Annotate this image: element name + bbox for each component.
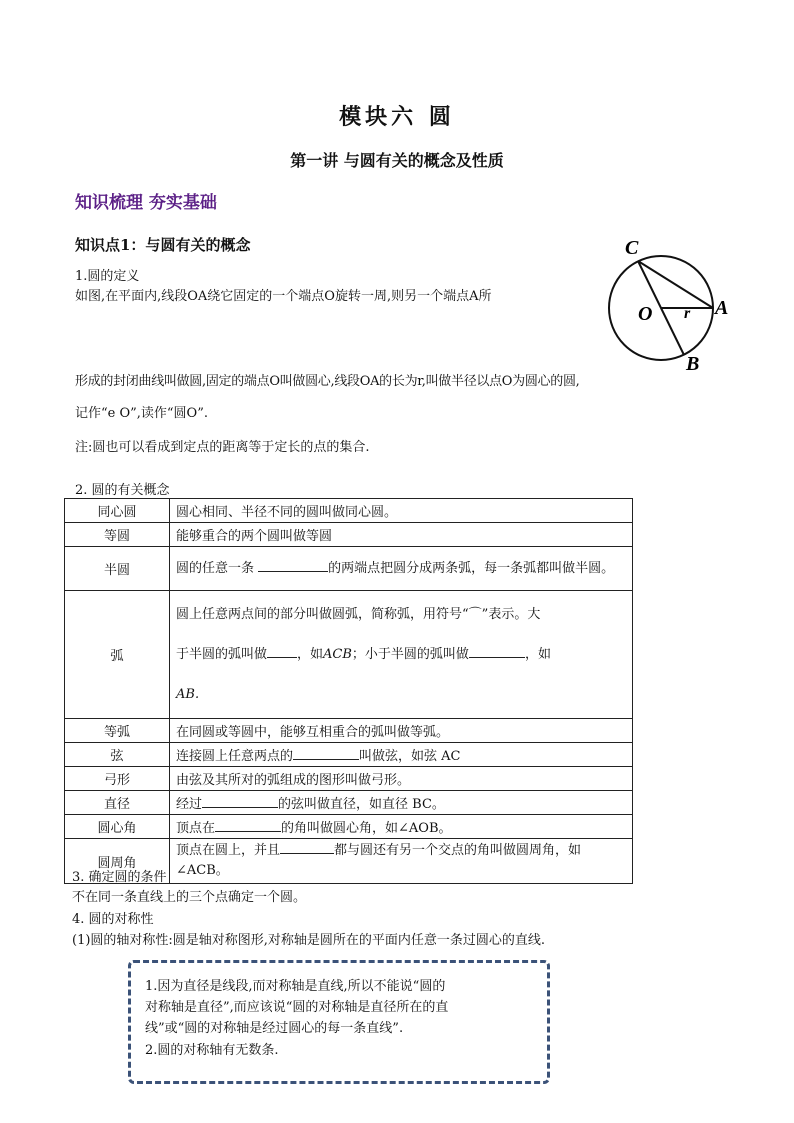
section-heading: 知识梳理 夯实基础 xyxy=(75,193,217,213)
knowledge-point-heading: 知识点1：与圆有关的概念 xyxy=(75,236,251,254)
definition-heading: 1.圆的定义 xyxy=(75,269,140,284)
page-title: 模块六 圆 xyxy=(339,104,455,130)
label-c: C xyxy=(625,237,639,259)
row-desc: 圆上任意两点间的部分叫做圆弧，简称弧，用符号“⌒”表示。大 于半圆的弧叫做 ，如ACB；小于半圆的弧叫做 ，如 AB. xyxy=(170,591,633,719)
tip-line-2: 对称轴是直径”,而应该说“圆的对称轴是直径所在的直 xyxy=(145,1000,449,1015)
row-name: 圆心角 xyxy=(65,815,170,839)
label-a: A xyxy=(715,297,729,319)
fill-blank xyxy=(469,645,525,658)
label-o: O xyxy=(638,303,653,325)
table-row xyxy=(65,791,633,815)
fill-blank xyxy=(280,841,334,854)
definition-note: 注:圆也可以看成到定点的距离等于定长的点的集合. xyxy=(75,440,370,455)
table-row xyxy=(65,767,633,791)
table-row xyxy=(65,719,633,743)
row-name: 弓形 xyxy=(65,767,170,791)
lecture-title: 第一讲 与圆有关的概念及性质 xyxy=(290,151,504,170)
row-name: 弧 xyxy=(65,591,170,719)
tip-box xyxy=(128,960,550,1084)
row-desc: 顶点在 的角叫做圆心角，如∠AOB。 xyxy=(170,815,633,839)
circle-figure xyxy=(600,232,740,372)
arc-symbol: ⌒ xyxy=(468,606,482,622)
table-row xyxy=(65,743,633,767)
row-name: 弦 xyxy=(65,743,170,767)
table-row xyxy=(65,815,633,839)
table-row xyxy=(65,591,633,719)
arc-ab: AB. xyxy=(176,686,200,702)
tip-line-1: 1.因为直径是线段,而对称轴是直线,所以不能说“圆的 xyxy=(145,979,446,994)
row-name: 同心圆 xyxy=(65,499,170,523)
label-b: B xyxy=(686,353,700,372)
row-desc: 连接圆上任意两点的 叫做弦，如弦 AC xyxy=(170,743,633,767)
row-desc: 圆的任意一条 的两端点把圆分成两条弧，每一条弧都叫做半圆。 xyxy=(170,547,633,591)
row-desc: 在同圆或等圆中，能够互相重合的弧叫做等弧。 xyxy=(170,719,633,743)
concepts-heading: 2. 圆的有关概念 xyxy=(75,483,170,498)
fill-blank xyxy=(215,819,281,832)
definition-line-1: 如图,在平面内,线段OA绕它固定的一个端点O旋转一周,则另一个端点A所 xyxy=(75,289,492,304)
concepts-table xyxy=(64,498,633,884)
fill-blank xyxy=(267,645,297,658)
symmetry-text: (1)圆的轴对称性:圆是轴对称图形,对称轴是圆所在的平面内任意一条过圆心的直线. xyxy=(72,933,546,948)
row-name: 圆周角 xyxy=(65,839,170,884)
symmetry-heading: 4. 圆的对称性 xyxy=(72,912,154,927)
definition-line-2: 形成的封闭曲线叫做圆,固定的端点O叫做圆心,线段OA的长为r,叫做半径以点O为圆心的圆, xyxy=(75,374,580,389)
row-name: 等弧 xyxy=(65,719,170,743)
table-row xyxy=(65,499,633,523)
fill-blank xyxy=(293,747,359,760)
tip-line-4: 2.圆的对称轴有无数条. xyxy=(145,1043,279,1058)
table-row xyxy=(65,547,633,591)
condition-heading: 3. 确定圆的条件 xyxy=(72,870,167,885)
table-row xyxy=(65,523,633,547)
row-name: 半圆 xyxy=(65,547,170,591)
row-desc: 圆心相同、半径不同的圆叫做同心圆。 xyxy=(170,499,633,523)
row-name: 等圆 xyxy=(65,523,170,547)
condition-text: 不在同一条直线上的三个点确定一个圆。 xyxy=(72,890,307,905)
fill-blank xyxy=(258,559,328,572)
row-name: 直径 xyxy=(65,791,170,815)
tip-line-3: 线”或“圆的对称轴是经过圆心的每一条直线”. xyxy=(145,1021,404,1036)
label-r: r xyxy=(684,305,691,322)
row-desc: 能够重合的两个圆叫做等圆 xyxy=(170,523,633,547)
row-desc: 由弦及其所对的弧组成的图形叫做弓形。 xyxy=(170,767,633,791)
definition-line-3: 记作“e O”,读作“圆O”. xyxy=(75,406,208,421)
row-desc: 经过 的弦叫做直径，如直径 BC。 xyxy=(170,791,633,815)
arc-acb: ACB xyxy=(323,646,352,662)
fill-blank xyxy=(202,795,278,808)
row-desc: 顶点在圆上，并且 都与圆还有另一个交点的角叫做圆周角，如∠ACB。 xyxy=(170,839,633,884)
